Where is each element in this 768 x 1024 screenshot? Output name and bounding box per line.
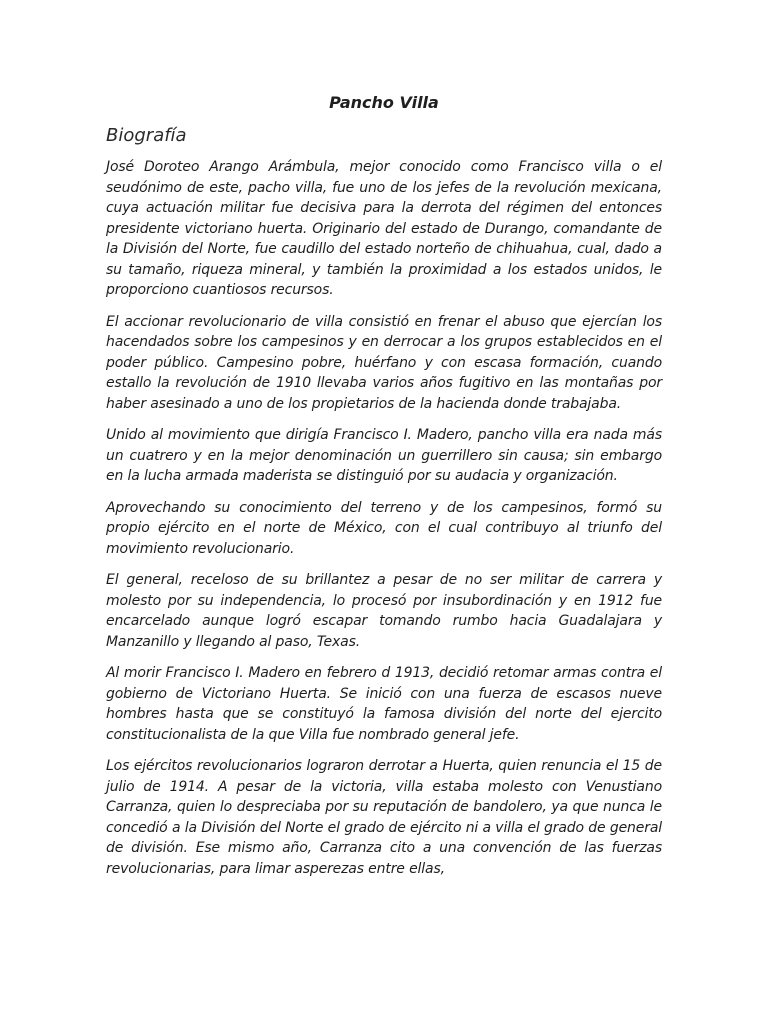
paragraph-6: Al morir Francisco I. Madero en febrero d 1913, decidió retomar armas contra el gobierno de Victoriano Huerta. Se inició con una fuerza de escasos nueve hombres hasta que se constituyó la famosa división del norte del ejercito constitucionalista de la que Villa fue nombrado general jefe. xyxy=(106,665,662,743)
section-heading: Biografía xyxy=(106,125,187,146)
paragraph-5: El general, receloso de su brillantez a pesar de no ser militar de carrera y molesto por su independencia, lo procesó por insubordinación y en 1912 fue encarcelado aunque logró escapar tomando rumbo hacia Guadalajara y Manzanillo y llegando al paso, Texas. xyxy=(106,572,662,650)
document-body xyxy=(106,92,662,890)
paragraph-3: Unido al movimiento que dirigía Francisco I. Madero, pancho villa era nada más un cuatrero y en la mejor denominación un guerrillero sin causa; sin embargo en la lucha armada maderista se distinguió por su audacia y organización. xyxy=(106,427,662,484)
paragraph-1: José Doroteo Arango Arámbula, mejor conocido como Francisco villa o el seudónimo de este, pacho villa, fue uno de los jefes de la revolución mexicana, cuya actuación militar fue decisiva para la derrota del régimen del entonces presidente victoriano huerta. Originario del estado de Durango, comandante de la División del Norte, fue caudillo del estado norteño de chihuahua, cual, dado a su tamaño, riqueza mineral, y también la proximidad a los estados unidos, le proporciono cuantiosos recursos. xyxy=(106,159,662,298)
document-title: Pancho Villa xyxy=(329,93,439,112)
paragraph-4: Aprovechando su conocimiento del terreno y de los campesinos, formó su propio ejército en el norte de México, con el cual contribuyo al triunfo del movimiento revolucionario. xyxy=(106,499,662,557)
paragraph-7: Los ejércitos revolucionarios lograron derrotar a Huerta, quien renuncia el 15 de julio de 1914. A pesar de la victoria, villa estaba molesto con Venustiano Carranza, quien lo despreciaba por su reputación de bandolero, ya que nunca le concedió a la División del Norte el grado de ejército ni a villa el grado de general de división. Ese mismo año, Carranza cito a una convención de las fuerzas revolucionarias, para limar asperezas entre ellas, xyxy=(106,758,662,877)
paragraph-2: El accionar revolucionario de villa consistió en frenar el abuso que ejercían los hacendados sobre los campesinos y en derrocar a los grupos establecidos en el poder público. Campesino pobre, huérfano y con escasa formación, cuando estallo la revolución de 1910 llevaba varios años fugitivo en las montañas por haber asesinado a uno de los propietarios de la hacienda donde trabajaba. xyxy=(106,313,662,412)
